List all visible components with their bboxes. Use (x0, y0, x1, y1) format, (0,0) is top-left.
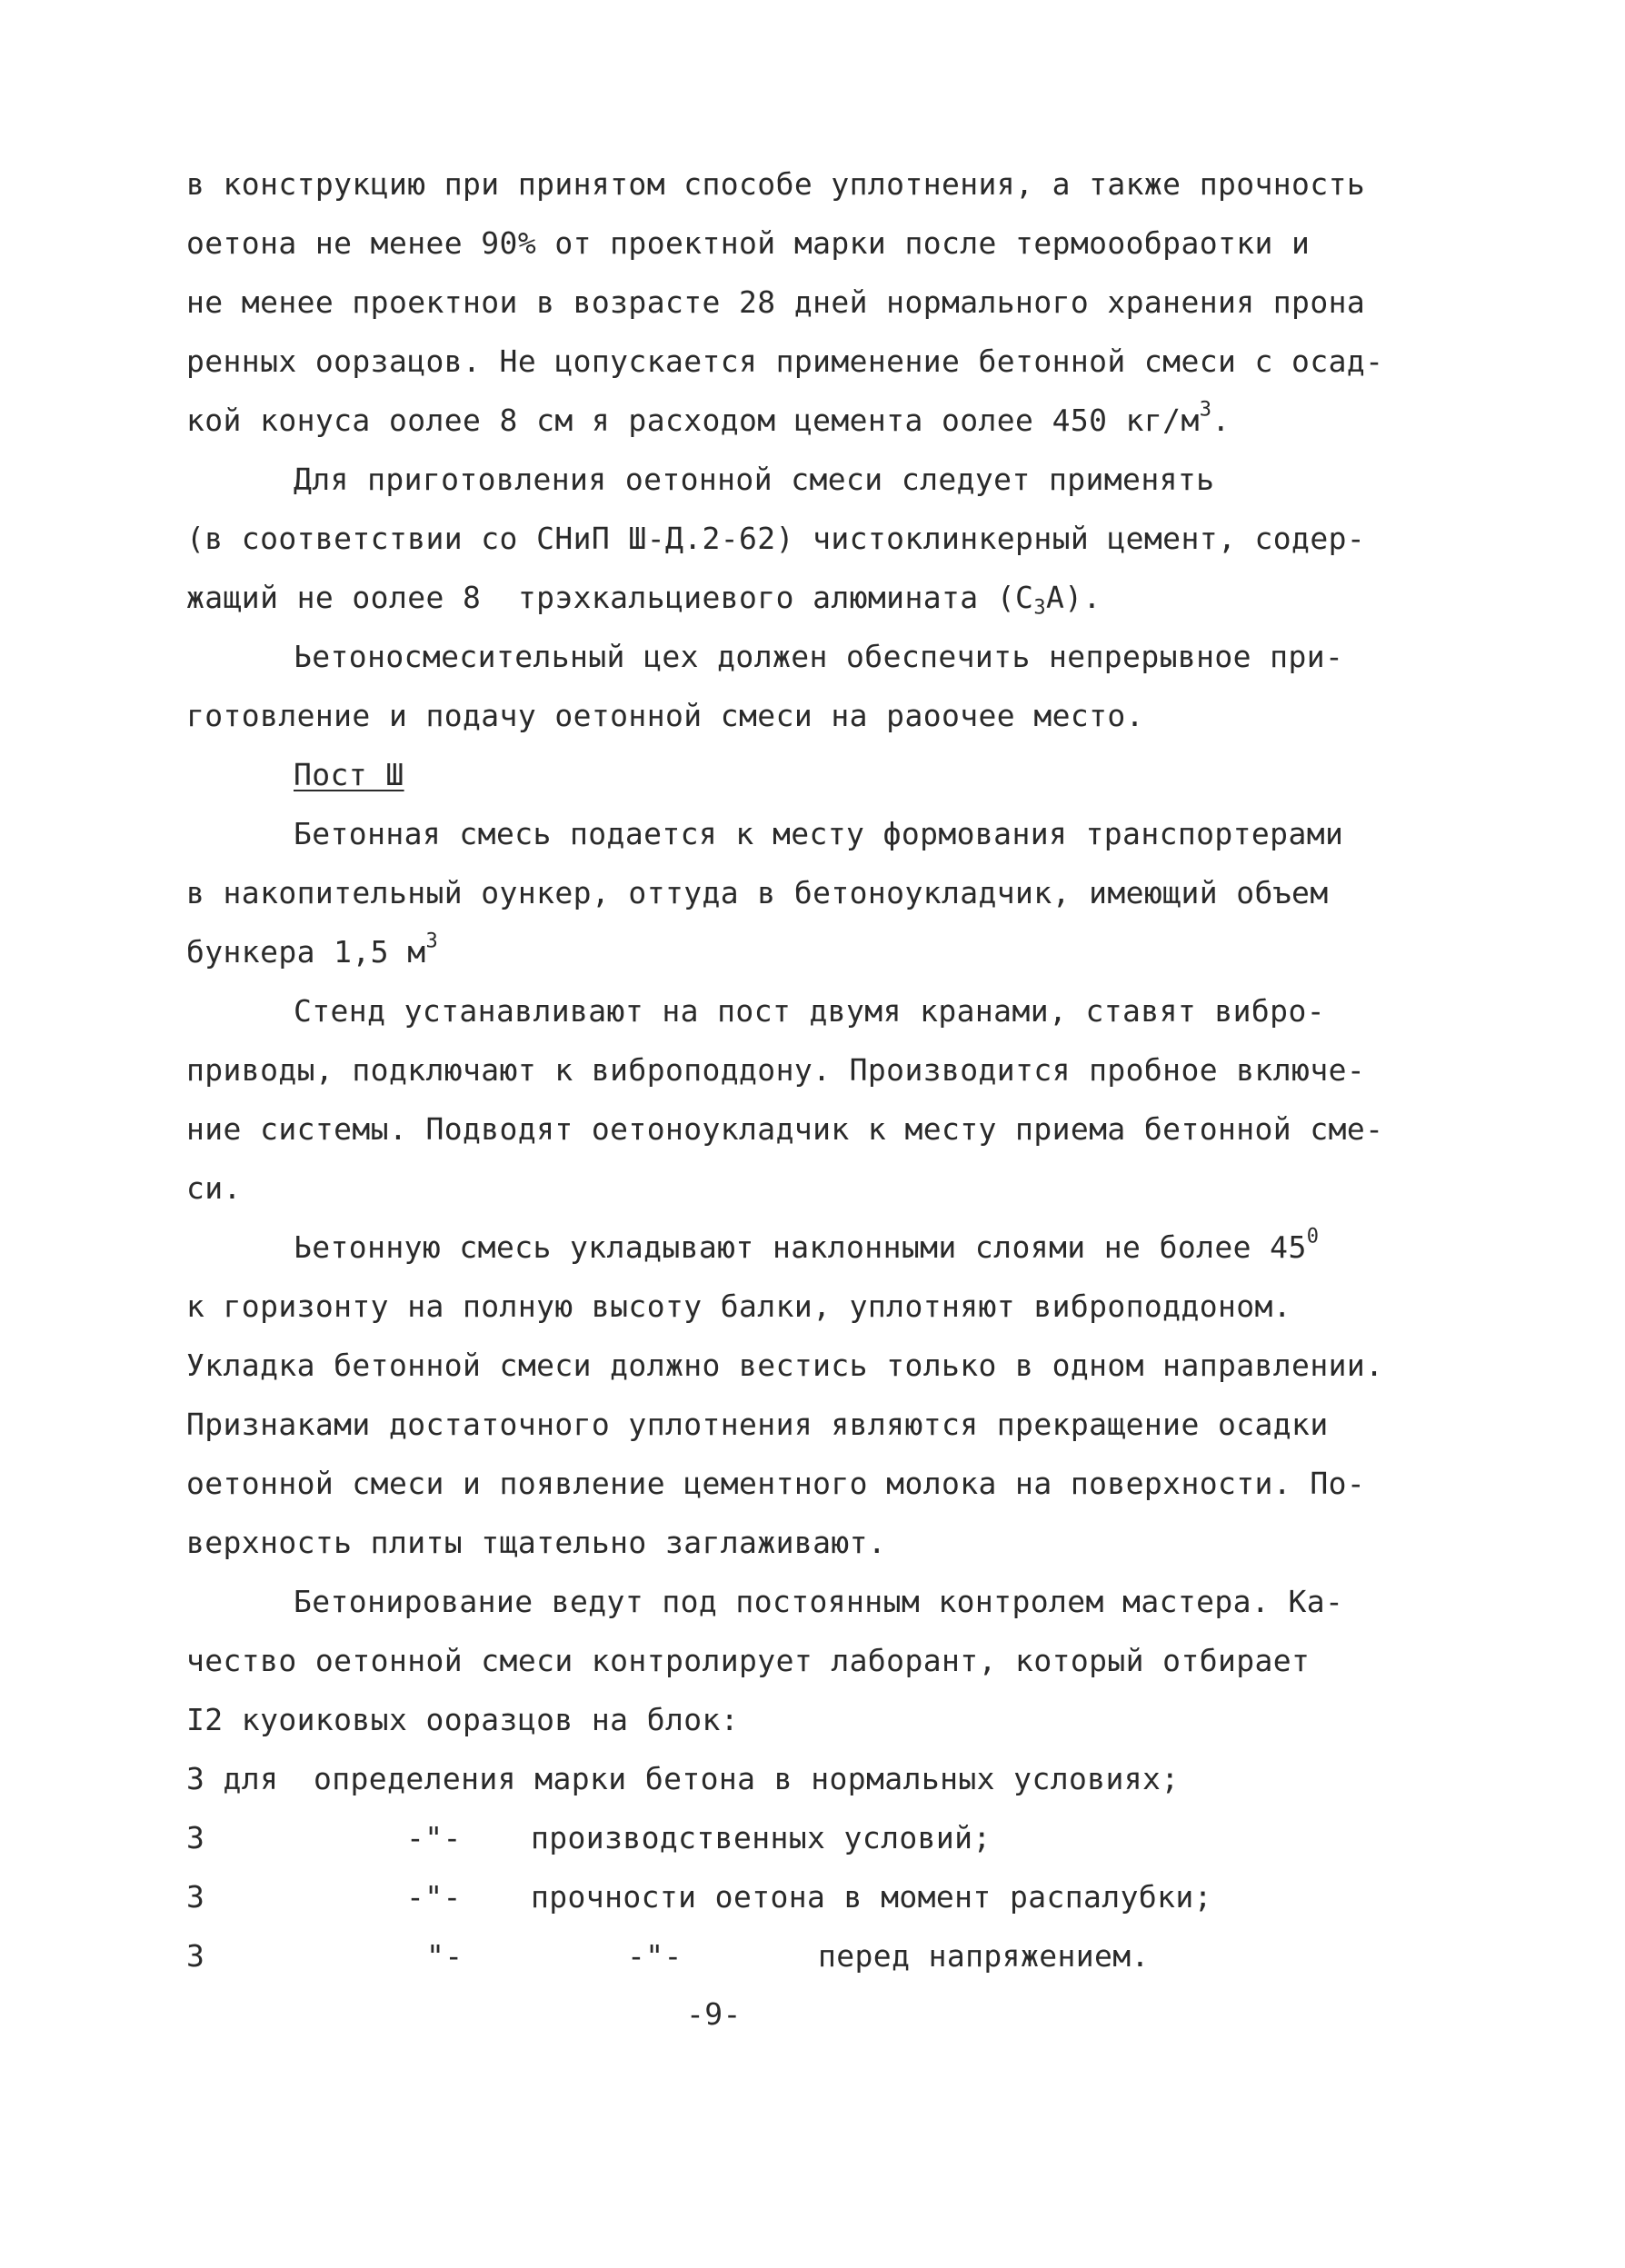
text-line: оетона не менее 90% от проектной марки после термоообраотки и (186, 225, 1311, 261)
list-item-text: перед напряжением. (818, 1938, 1150, 1974)
text-line: чество оетонной смеси контролирует лаборант, который отбирает (186, 1643, 1311, 1678)
text-line: Бетонирование ведут под постоянным контролем мастера. Ка- (294, 1584, 1344, 1619)
text-line: (в соответствии со СНиП Ш-Д.2-62) чистоклинкерный цемент, содер- (186, 521, 1366, 556)
text-line: в конструкцию при принятом способе уплотнения, а также прочность (186, 166, 1366, 202)
text-line: оетонной смеси и появление цементного молока на поверхности. По- (186, 1466, 1366, 1501)
list-item-number: 3 (186, 1820, 205, 1855)
superscript: 3 (425, 930, 439, 953)
text-line: Стенд устанавливают на пост двумя кранами, ставят вибро- (294, 993, 1325, 1029)
subscript: 3 (1033, 596, 1046, 620)
text-line: I2 куоиковых ооразцов на блок: (186, 1702, 740, 1737)
text-line: к горизонту на полную высоту балки, уплотняют виброподдоном. (186, 1288, 1292, 1324)
text-line: Бетонная смесь подается к месту формования транспортерами (294, 816, 1344, 851)
ditto-mark: -"- (406, 1879, 462, 1915)
superscript: 3 (1199, 398, 1212, 422)
text-line: бункера 1,5 $м^3$ (186, 930, 439, 970)
ditto-mark: -"- (627, 1938, 683, 1974)
text-line: ренных оорзацов. Не цопускается применение бетонной смеси с осад- (186, 343, 1384, 379)
text-line: верхность плиты тщательно заглаживают. (186, 1525, 887, 1560)
ditto-mark: "- (426, 1938, 464, 1974)
section-heading: Пост Ш (294, 757, 404, 792)
list-item-number: 3 для (186, 1761, 279, 1796)
ditto-mark: -"- (406, 1820, 462, 1855)
superscript: 0 (1306, 1225, 1320, 1248)
text-line: Ьетоносмесительный цех должен обеспечить непрерывное при- (294, 639, 1344, 674)
list-item-text: прочности оетона в момент распалубки; (531, 1879, 1212, 1915)
text-line: кой конуса оолее 8 см я расходом цемента оолее 450 $кг/м^3$. (186, 398, 1231, 438)
text-line: готовление и подачу оетонной смеси на раоочее место. (186, 698, 1144, 733)
list-item-text: определения марки бетона в нормальных условиях; (314, 1761, 1180, 1796)
text-line: ние системы. Подводят оетоноукладчик к месту приема бетонной сме- (186, 1111, 1384, 1147)
text-line: не менее проектнои в возрасте 28 дней нормального хранения прона (186, 284, 1366, 320)
list-item-number: 3 (186, 1879, 205, 1915)
text-line: си. (186, 1170, 242, 1206)
page-number: -9- (686, 1996, 742, 2032)
text-line: Признаками достаточного уплотнения являются прекращение осадки (186, 1407, 1329, 1442)
list-item-number: 3 (186, 1938, 205, 1974)
list-item-text: производственных условий; (531, 1820, 992, 1855)
text-line: приводы, подключают к виброподдону. Производится пробное включе- (186, 1052, 1366, 1088)
text-line: Для приготовления оетонной смеси следует применять (294, 462, 1215, 497)
text-line: жащий не оолее 8 трэхкальциевого алюмината $(С_3А)$. (186, 580, 1102, 620)
text-line: Укладка бетонной смеси должно вестись только в одном направлении. (186, 1348, 1384, 1383)
text-line: Ьетонную смесь укладывают наклонными слоями не более $45^0$ (294, 1225, 1320, 1265)
text-line: в накопительный оункер, оттуда в бетоноукладчик, имеющий объем (186, 875, 1329, 910)
